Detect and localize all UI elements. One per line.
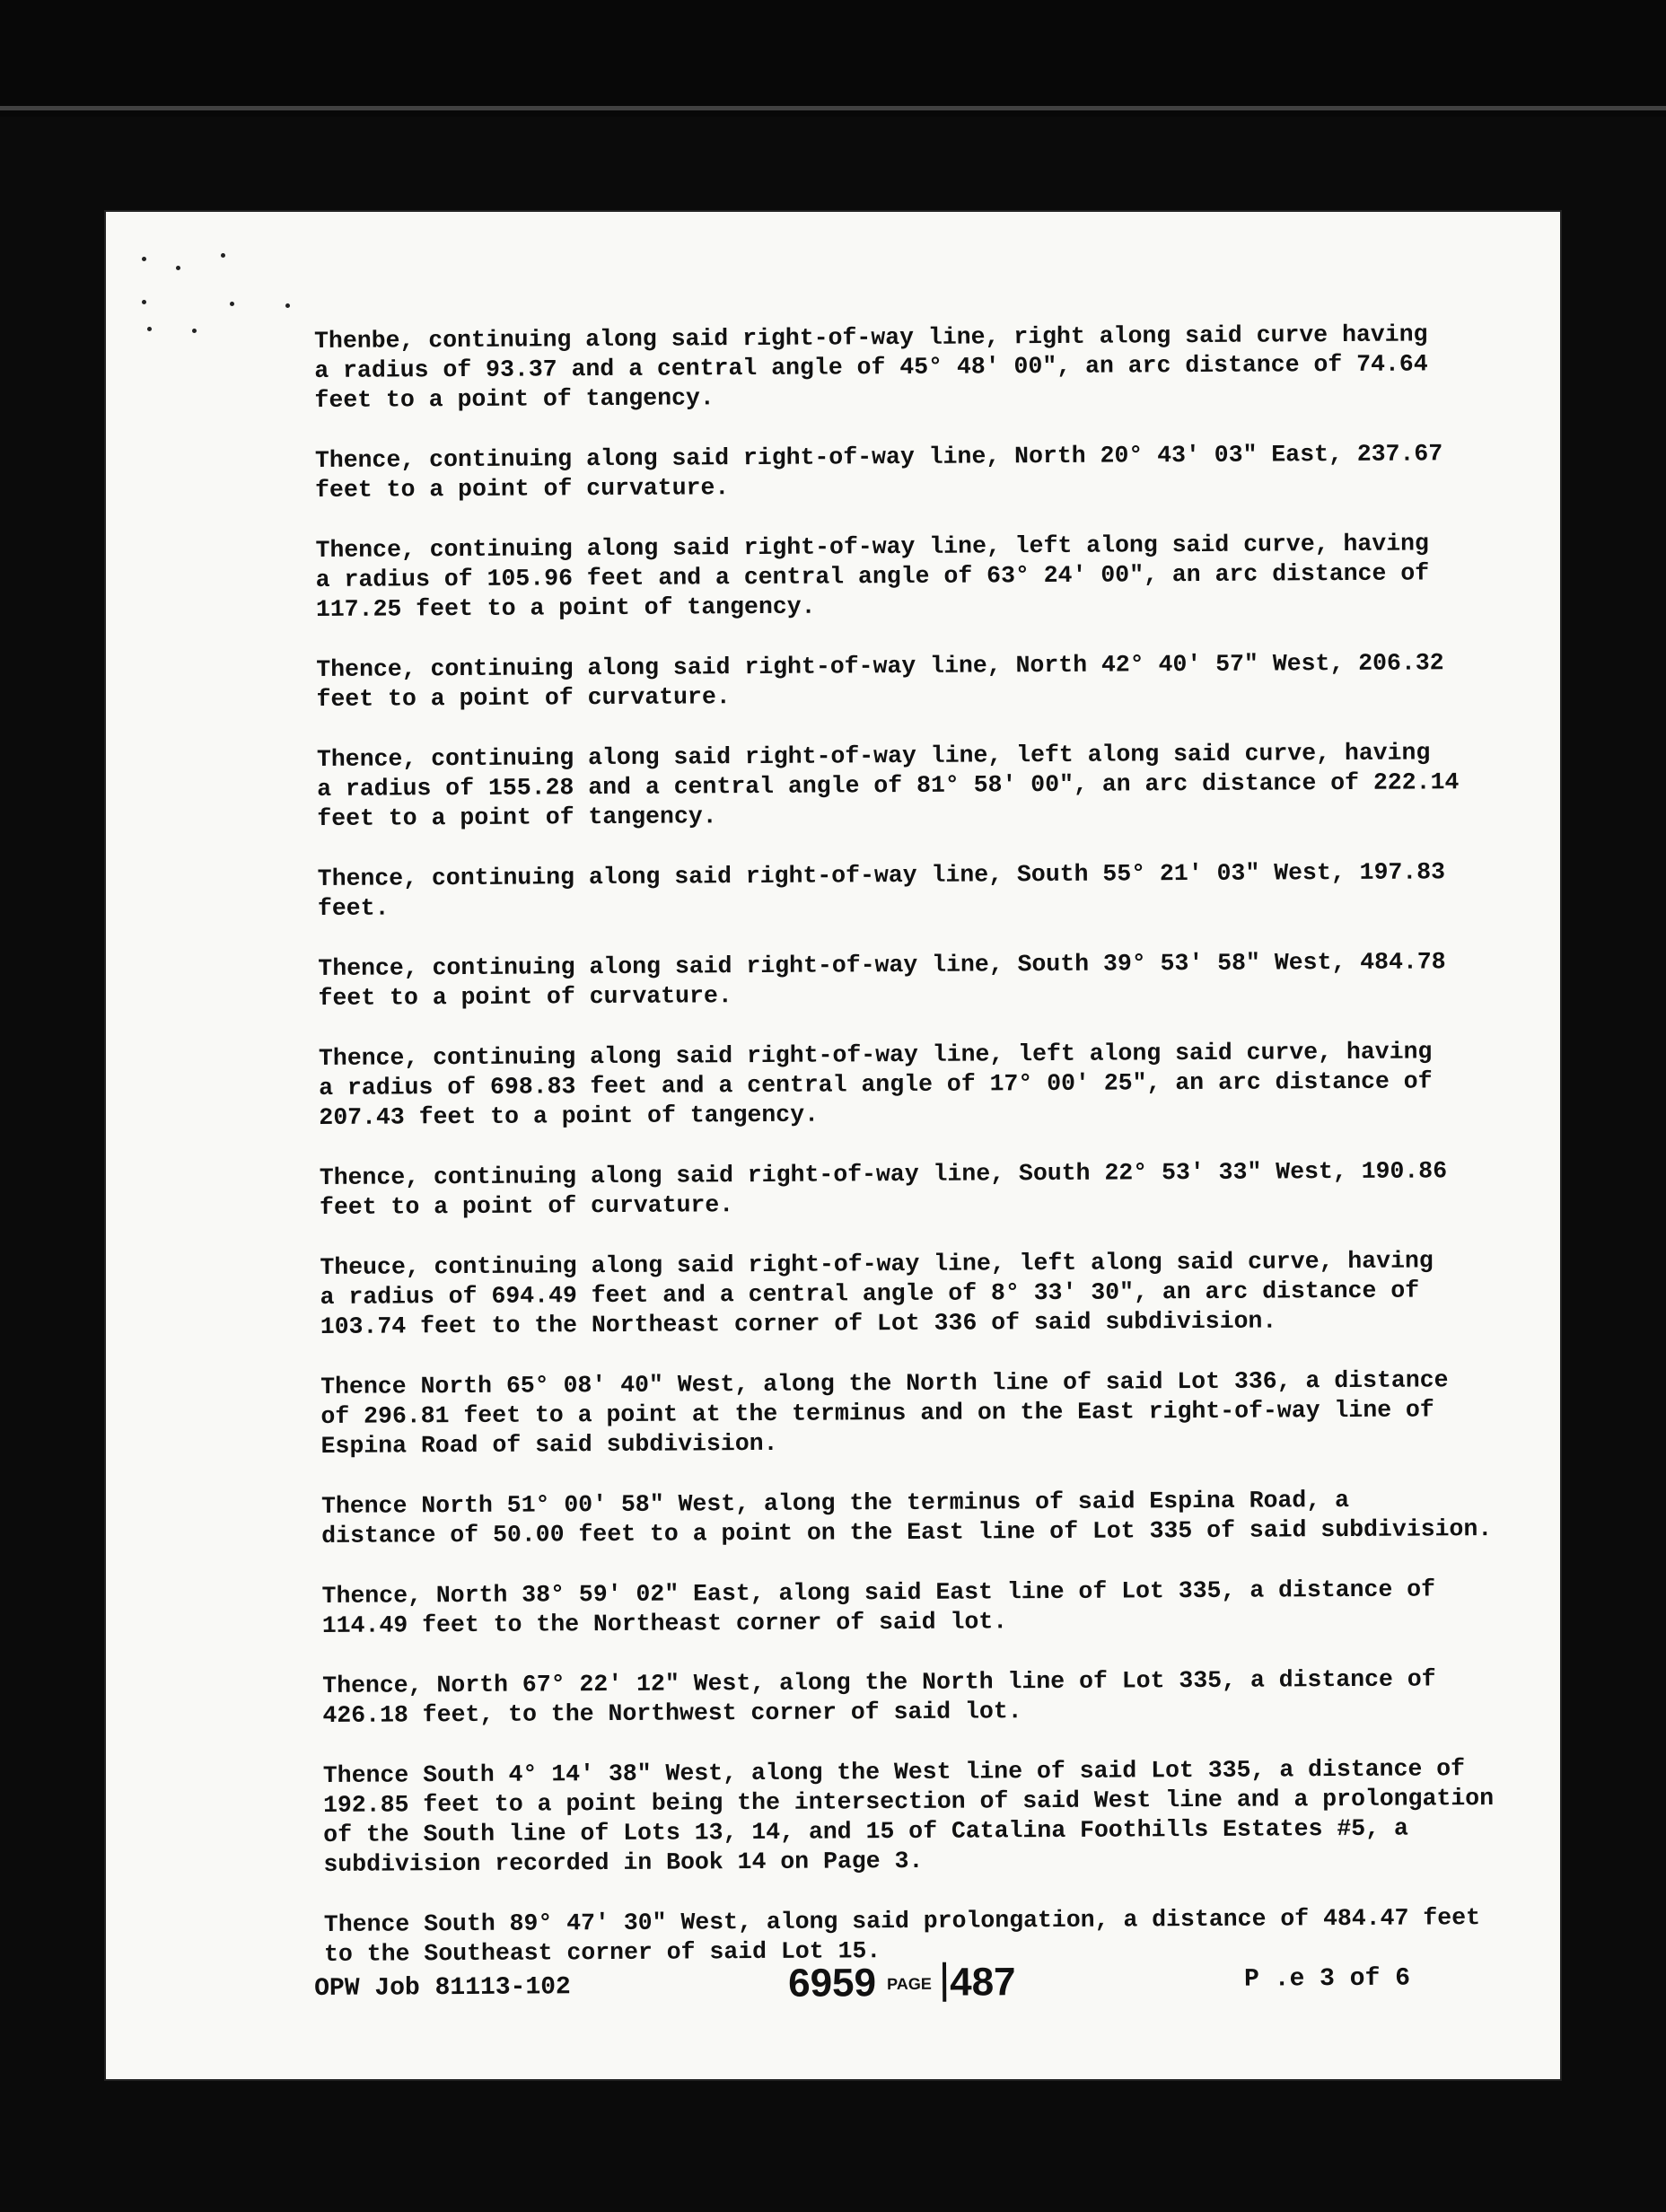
paragraph: Thence, continuing along said right-of-way line, left along said curve, having a radius of 105.96 feet and a central angle of 63° 24' 00", an arc distance of 117.25 feet to a point of tangency. (315, 530, 1430, 623)
paragraph: Thenbe, continuing along said right-of-way line, right along said curve having a radius of 93.37 and a central angle of 45° 48' 00", an arc distance of 74.64 feet to a point of tangency. (314, 320, 1428, 414)
paragraph: Thence South 4° 14' 38" West, along the West line of said Lot 335, a distance of 192.85 feet to a point being the intersection of said West line and a prolongation of the South line of Lots 13, 14, and 15 of Catalina Foothills Estates #5, a subdivision recorded in Book 14 on Page 3. (322, 1755, 1495, 1878)
page-count: P .e 3 of 6 (1244, 1964, 1411, 1994)
paragraph: Theuce, continuing along said right-of-way line, left along said curve, having a radius of 694.49 feet and a central angle of 8° 33' 30", an arc distance of 103.74 feet to the Northeast corner of Lot 336 of said subdivision. (320, 1247, 1434, 1340)
paragraph: Thence, North 38° 59' 02" East, along said East line of Lot 335, a distance of 114.49 feet to the Northeast corner of said lot. (321, 1576, 1436, 1639)
page-label: PAGE (887, 1974, 932, 1994)
page-footer (314, 1957, 1481, 2018)
paragraph: Thence, continuing along said right-of-way line, South 22° 53' 33" West, 190.86 feet to a point of curvature. (319, 1157, 1448, 1221)
speck (142, 300, 146, 304)
paragraph: Thence South 89° 47' 30" West, along said prolongation, a distance of 484.47 feet to the Southeast corner of said Lot 15. (323, 1904, 1481, 1968)
paragraph: Thence North 51° 00' 58" West, along the terminus of said Espina Road, a distance of 50.00 feet to a point on the East line of Lot 335 of said subdivision. (320, 1486, 1493, 1549)
page-number: 487 (949, 1960, 1016, 2005)
speck (192, 329, 197, 333)
paragraph: Thence, continuing along said right-of-way line, North 20° 43' 03" East, 237.67 feet to a point of curvature. (314, 440, 1443, 504)
speck (230, 302, 234, 306)
paragraph: Thence, continuing along said right-of-way line, South 39° 53' 58" West, 484.78 feet to a point of curvature. (318, 948, 1446, 1012)
page-separator (943, 1962, 946, 2002)
document-page (106, 212, 1560, 2079)
paragraph: Thence, continuing along said right-of-way line, left along said curve, having a radius of 155.28 and a central angle of 81° 58' 00", an arc distance of 222.14 feet to a point of tangency. (316, 739, 1460, 832)
speck (285, 303, 290, 308)
speck (147, 327, 152, 331)
speck (221, 253, 225, 258)
scan-artifact-line (0, 106, 1666, 110)
scan-top-border (0, 0, 1666, 117)
paragraph: Thence North 65° 08' 40" West, along the North line of said Lot 336, a distance of 296.81 feet to a point at the terminus and on the East right-of-way line of Espina Road of said subdivision. (320, 1366, 1449, 1460)
speck (176, 266, 180, 270)
paragraph: Thence, continuing along said right-of-way line, South 55° 21' 03" West, 197.83 feet. (317, 858, 1446, 922)
job-number: OPW Job 81113-102 (314, 1973, 571, 2003)
book-number: 6959 (787, 1961, 877, 2006)
paragraph: Thence, continuing along said right-of-way line, North 42° 40' 57" West, 206.32 feet to a point of curvature. (316, 649, 1444, 713)
paragraph: Thence, North 67° 22' 12" West, along the North line of Lot 335, a distance of 426.18 feet, to the Northwest corner of said lot. (322, 1665, 1436, 1729)
paragraph: Thence, continuing along said right-of-way line, left along said curve, having a radius of 698.83 feet and a central angle of 17° 00' 25", an arc distance of 207.43 feet to a point of tangency. (318, 1038, 1433, 1131)
legal-description-body (314, 320, 1509, 2000)
speck (142, 257, 146, 261)
